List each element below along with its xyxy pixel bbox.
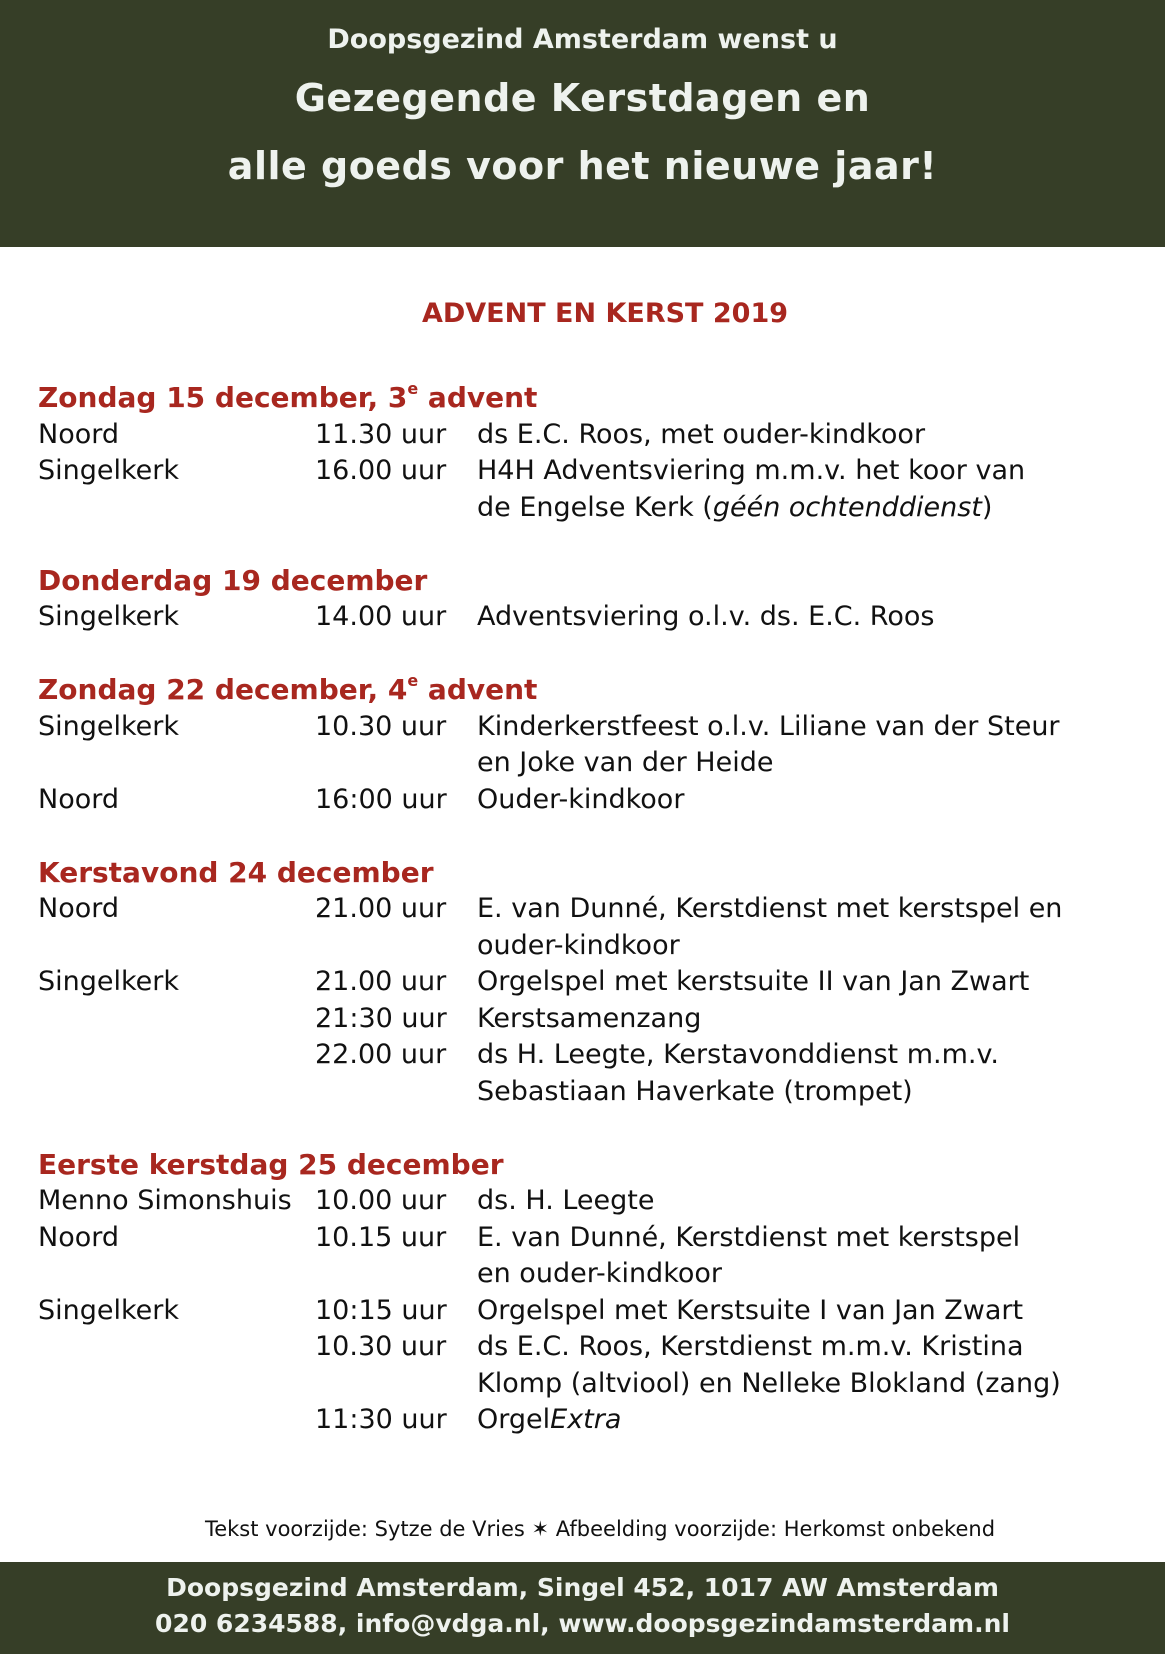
service-location: Noord bbox=[38, 893, 119, 924]
service-row bbox=[38, 1293, 1138, 1330]
service-description: Orgelspel met Kerstsuite I van Jan Zwart bbox=[477, 1294, 1024, 1326]
footer-address: Doopsgezind Amsterdam, Singel 452, 1017 AW Amsterdam bbox=[166, 1573, 999, 1602]
service-description: ds H. Leegte, Kerstavonddienst m.m.v. Sebastiaan Haverkate (trompet) bbox=[477, 1039, 999, 1107]
service-description: ds E.C. Roos, met ouder-kindkoor bbox=[477, 418, 926, 450]
day-title: Eerste kerstdag 25 december bbox=[38, 1147, 504, 1181]
service-location: Singelkerk bbox=[38, 601, 180, 632]
service-row bbox=[38, 891, 1138, 964]
service-location: Singelkerk bbox=[38, 455, 180, 486]
service-row bbox=[38, 709, 1138, 782]
service-row bbox=[38, 599, 1138, 636]
service-description: Kerstsamenzang bbox=[477, 1002, 702, 1034]
service-description: ds. H. Leegte bbox=[477, 1185, 655, 1216]
footer-contact: 020 6234588, info@vdga.nl, www.doopsgezindamsterdam.nl bbox=[155, 1609, 1010, 1638]
day-title: Zondag 15 december, 3e advent bbox=[38, 378, 538, 414]
service-location: Singelkerk bbox=[38, 710, 180, 742]
service-description: E. van Dunné, Kerstdienst met kerstspel en ouder-kindkoor bbox=[477, 893, 1063, 961]
day-section bbox=[38, 672, 1138, 818]
service-location: Menno Simonshuis bbox=[38, 1185, 292, 1216]
service-time: 10.15 uur bbox=[315, 1221, 447, 1253]
day-title: Kerstavond 24 december bbox=[38, 855, 434, 889]
service-row bbox=[38, 964, 1138, 1001]
service-time: 10.00 uur bbox=[315, 1185, 447, 1216]
service-row bbox=[38, 417, 1138, 454]
greeting-line-2: alle goeds voor het nieuwe jaar! bbox=[227, 144, 938, 188]
schedule bbox=[38, 380, 1138, 1439]
service-location: Noord bbox=[38, 1221, 119, 1253]
service-description: Ouder-kindkoor bbox=[477, 783, 685, 815]
greeting-line-1: Gezegende Kerstdagen en bbox=[294, 76, 871, 120]
service-time: 21.00 uur bbox=[315, 966, 447, 997]
service-location bbox=[38, 1402, 315, 1439]
day-section bbox=[38, 855, 1138, 1111]
service-location: Noord bbox=[38, 783, 119, 815]
day-title: Zondag 22 december, 4e advent bbox=[38, 670, 538, 706]
service-description: OrgelExtra bbox=[477, 1404, 622, 1435]
service-description: Kinderkerstfeest o.l.v. Liliane van der Steur en Joke van der Heide bbox=[477, 710, 1060, 778]
service-time: 10:15 uur bbox=[315, 1294, 447, 1326]
service-location bbox=[38, 1001, 315, 1038]
service-time: 10.30 uur bbox=[315, 1331, 447, 1362]
service-row bbox=[38, 1037, 1138, 1110]
service-description: Adventsviering o.l.v. ds. E.C. Roos bbox=[477, 601, 935, 632]
service-time: 16.00 uur bbox=[315, 455, 447, 486]
credits-line: Tekst voorzijde: Sytze de Vries ✶ Afbeelding voorzijde: Herkomst onbekend bbox=[204, 1517, 996, 1541]
service-row bbox=[38, 1183, 1138, 1220]
service-time: 22.00 uur bbox=[315, 1039, 447, 1070]
service-time: 10.30 uur bbox=[315, 710, 447, 742]
service-description: Orgelspel met kerstsuite II van Jan Zwart bbox=[477, 966, 1030, 997]
day-title: Donderdag 19 december bbox=[38, 563, 428, 597]
service-row bbox=[38, 1329, 1138, 1402]
service-time: 21.00 uur bbox=[315, 893, 447, 924]
service-row bbox=[38, 1220, 1138, 1293]
header-banner bbox=[0, 0, 1165, 247]
service-description: H4H Adventsviering m.m.v. het koor van de Engelse Kerk (géén ochtenddienst) bbox=[477, 455, 1026, 523]
service-location: Singelkerk bbox=[38, 1294, 180, 1326]
day-section bbox=[38, 380, 1138, 526]
service-location bbox=[38, 1329, 315, 1402]
footer-banner bbox=[0, 1562, 1165, 1654]
service-time: 11:30 uur bbox=[315, 1404, 447, 1435]
service-row bbox=[38, 1402, 1138, 1439]
service-description: ds E.C. Roos, Kerstdienst m.m.v. Kristina Klomp (altviool) en Nelleke Blokland (zang) bbox=[477, 1331, 1061, 1399]
service-time: 21:30 uur bbox=[315, 1002, 447, 1034]
service-location bbox=[38, 1037, 315, 1110]
service-row bbox=[38, 453, 1138, 526]
service-time: 14.00 uur bbox=[315, 601, 447, 632]
service-location: Noord bbox=[38, 418, 119, 450]
service-row bbox=[38, 1001, 1138, 1038]
page-title: ADVENT EN KERST 2019 bbox=[421, 298, 789, 329]
service-time: 16:00 uur bbox=[315, 783, 447, 815]
service-row bbox=[38, 782, 1138, 819]
service-location: Singelkerk bbox=[38, 966, 180, 997]
service-time: 11.30 uur bbox=[315, 418, 447, 450]
day-section bbox=[38, 1147, 1138, 1439]
day-section bbox=[38, 563, 1138, 636]
service-description: E. van Dunné, Kerstdienst met kerstspel en ouder-kindkoor bbox=[477, 1221, 1021, 1289]
header-intro: Doopsgezind Amsterdam wenst u bbox=[327, 24, 838, 55]
